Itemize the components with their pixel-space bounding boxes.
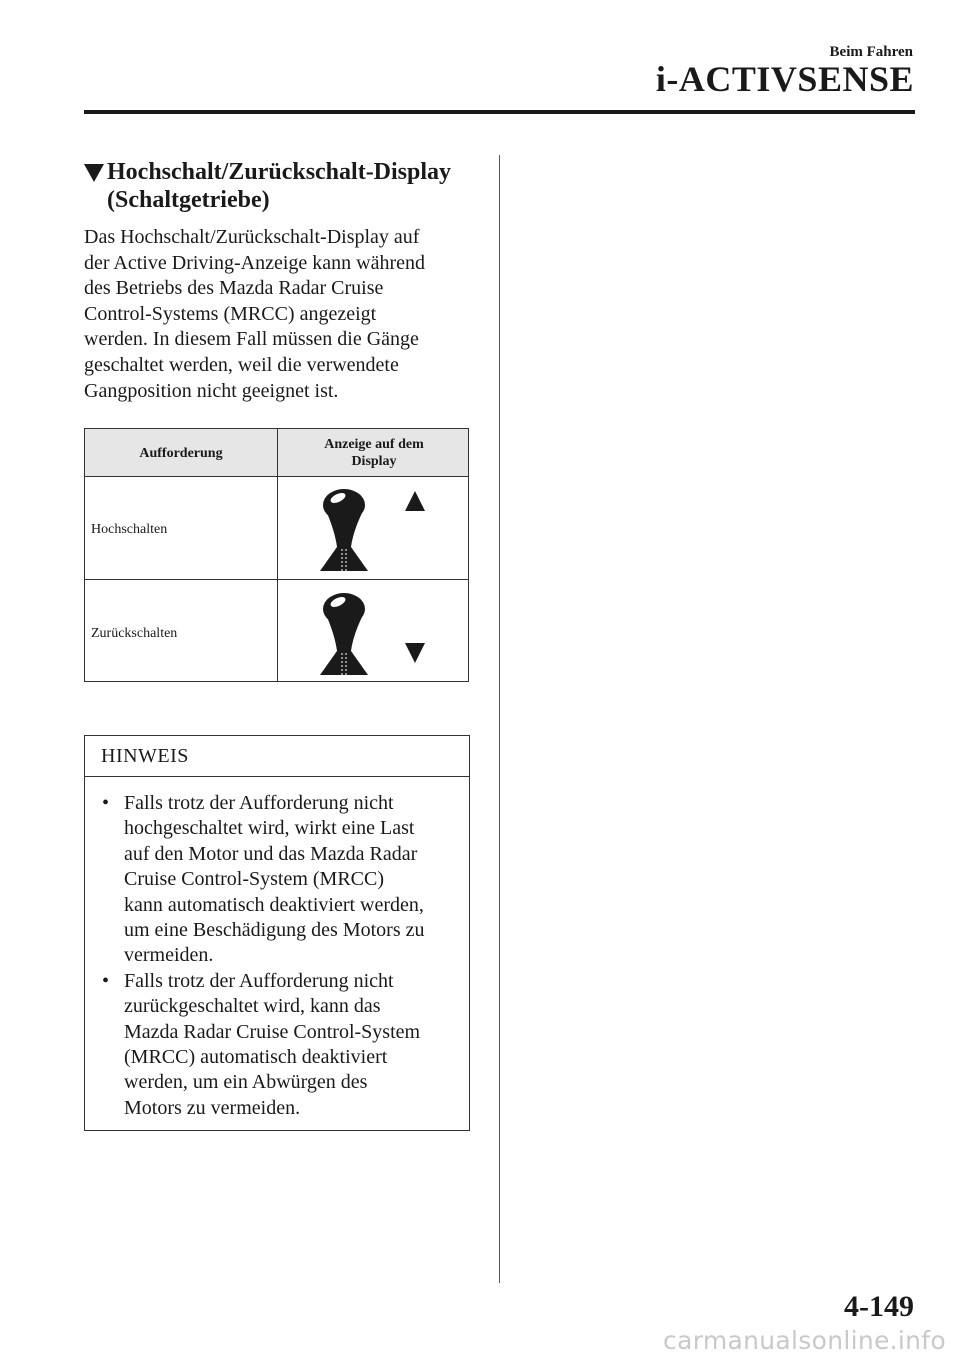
shift-indicator-table: [84, 428, 469, 682]
section-title-line2: (Schaltgetriebe): [107, 187, 270, 213]
note-line: um eine Beschädigung des Motors zu: [124, 919, 425, 942]
table-row-upshift-label: Hochschalten: [91, 522, 168, 537]
table-header-display-line1: Anzeige auf dem: [324, 437, 424, 452]
header-subtitle: Beim Fahren: [829, 44, 913, 60]
note-line: Cruise Control-System (MRCC): [124, 868, 385, 891]
watermark: carmanualsonline.info: [663, 1326, 946, 1355]
note-line: auf den Motor und das Mazda Radar: [124, 842, 418, 865]
table-header-display: [278, 436, 470, 470]
intro-paragraph: [84, 225, 484, 404]
note-title: HINWEIS: [101, 745, 189, 767]
gear-shift-up-icon: [320, 487, 440, 572]
note-item: [99, 969, 469, 1121]
note-line: Mazda Radar Cruise Control-System: [124, 1020, 421, 1043]
paragraph-line: werden. In diesem Fall müssen die Gänge: [84, 328, 419, 351]
note-line: zurückgeschaltet wird, kann das: [124, 995, 381, 1018]
note-line: werden, um ein Abwürgen des: [124, 1071, 368, 1094]
note-line: Falls trotz der Aufforderung nicht: [124, 792, 394, 814]
table-header-request: Aufforderung: [139, 446, 223, 461]
paragraph-line: der Active Driving-Anzeige kann während: [84, 251, 425, 274]
bullet: •: [102, 792, 110, 814]
paragraph-line: des Betriebs des Mazda Radar Cruise: [84, 277, 384, 300]
note-line: (MRCC) automatisch deaktiviert: [124, 1046, 388, 1069]
paragraph-line: Das Hochschalt/Zurückschalt-Display auf: [84, 226, 420, 248]
page-number: 4-149: [844, 1290, 914, 1323]
table-row-divider: [85, 579, 468, 580]
gear-shift-down-icon: [320, 591, 440, 676]
header-title: i-ACTIVSENSE: [655, 59, 914, 99]
paragraph-line: Control-Systems (MRCC) angezeigt: [84, 302, 377, 325]
note-box: [84, 735, 470, 1131]
table-row-downshift-label: Zurückschalten: [91, 626, 178, 641]
bullet: •: [102, 969, 110, 992]
paragraph-line: Gangposition nicht geeignet ist.: [84, 379, 339, 402]
header-rule: [84, 110, 915, 114]
note-line: Falls trotz der Aufforderung nicht: [124, 969, 394, 992]
note-divider: [85, 776, 469, 777]
paragraph-line: geschaltet werden, weil die verwendete: [84, 353, 399, 376]
note-line: vermeiden.: [124, 944, 214, 967]
note-line: hochgeschaltet wird, wirkt eine Last: [124, 817, 415, 840]
section-title-line1: Hochschalt/Zurückschalt-Display: [107, 159, 452, 185]
column-divider: [499, 155, 500, 1283]
triangle-down-icon: [84, 164, 104, 182]
note-list: [99, 791, 469, 1121]
note-line: kann automatisch deaktiviert werden,: [124, 893, 424, 916]
note-line: Motors zu vermeiden.: [124, 1096, 301, 1119]
note-item: [99, 791, 469, 969]
table-header-display-line2: Display: [351, 454, 397, 469]
